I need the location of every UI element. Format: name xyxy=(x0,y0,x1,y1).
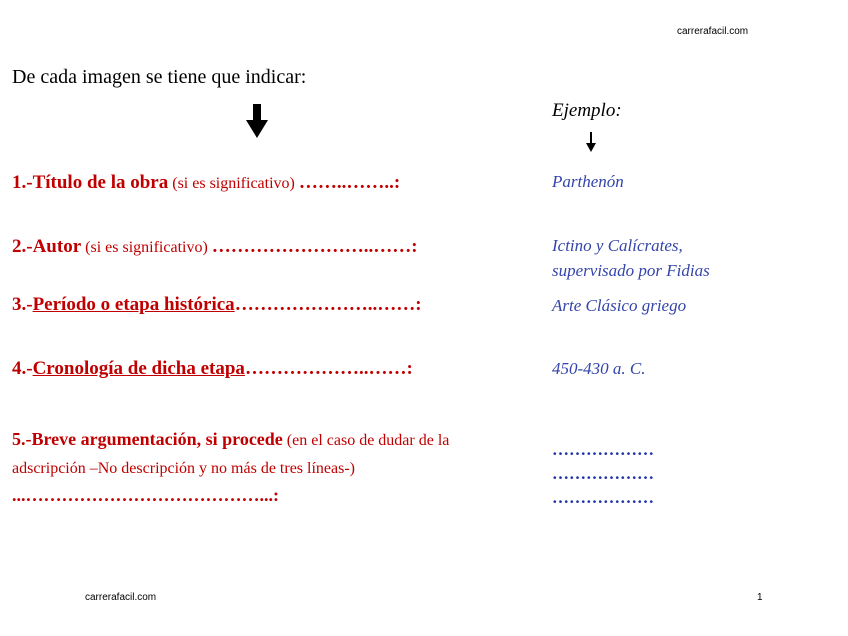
item-2 xyxy=(12,236,418,258)
example-label: Ejemplo: xyxy=(552,100,622,121)
item-4-value: 450-430 a. C. xyxy=(552,359,646,378)
item-1-value: Parthenón xyxy=(552,172,624,191)
item-5-note: (en el caso de dudar de la adscripción –No descripción y no más de tres líneas-) xyxy=(12,432,450,477)
item-1-note: (si es significativo) xyxy=(168,175,299,192)
item-5-title: Breve argumentación, si procede xyxy=(31,429,283,449)
header-site: carrerafacil.com xyxy=(677,26,749,37)
item-5-dots-3: ……………… xyxy=(552,488,654,507)
item-3-number: 3.- xyxy=(12,294,33,315)
small-arrow-down-icon xyxy=(586,132,596,152)
item-1-leader: ……..……..: xyxy=(298,172,401,193)
item-5 xyxy=(12,426,522,508)
item-5-number: 5.- xyxy=(12,429,32,449)
item-2-leader: ……………………..……: xyxy=(211,236,418,257)
item-5-dots-2: ……………… xyxy=(552,464,654,483)
page-number: 1 xyxy=(757,592,763,603)
item-3-leader: …………………..……: xyxy=(234,294,422,315)
item-4 xyxy=(12,358,413,380)
intro-text: De cada imagen se tiene que indicar: xyxy=(12,66,307,88)
item-4-number: 4.- xyxy=(12,358,33,379)
item-3 xyxy=(12,294,422,316)
footer-site: carrerafacil.com xyxy=(85,592,157,603)
item-1-title: Título de la obra xyxy=(32,172,169,193)
item-2-number: 2.- xyxy=(12,236,33,257)
item-2-title: Autor xyxy=(32,236,82,257)
item-1 xyxy=(12,172,400,194)
item-5-leader: ...…………………………………...: xyxy=(12,485,279,505)
item-2-value-line2: supervisado por Fidias xyxy=(552,261,710,280)
item-4-title: Cronología de dicha etapa xyxy=(32,358,245,379)
arrow-down-icon xyxy=(246,104,268,138)
item-2-note: (si es significativo) xyxy=(81,239,212,256)
item-3-title: Período o etapa histórica xyxy=(32,294,235,315)
item-5-dots-1: ……………… xyxy=(552,440,654,459)
item-1-number: 1.- xyxy=(12,172,33,193)
item-3-value: Arte Clásico griego xyxy=(552,296,687,315)
item-2-value-line1: Ictino y Calícrates, xyxy=(552,236,683,255)
item-4-leader: ………………..……: xyxy=(244,358,413,379)
